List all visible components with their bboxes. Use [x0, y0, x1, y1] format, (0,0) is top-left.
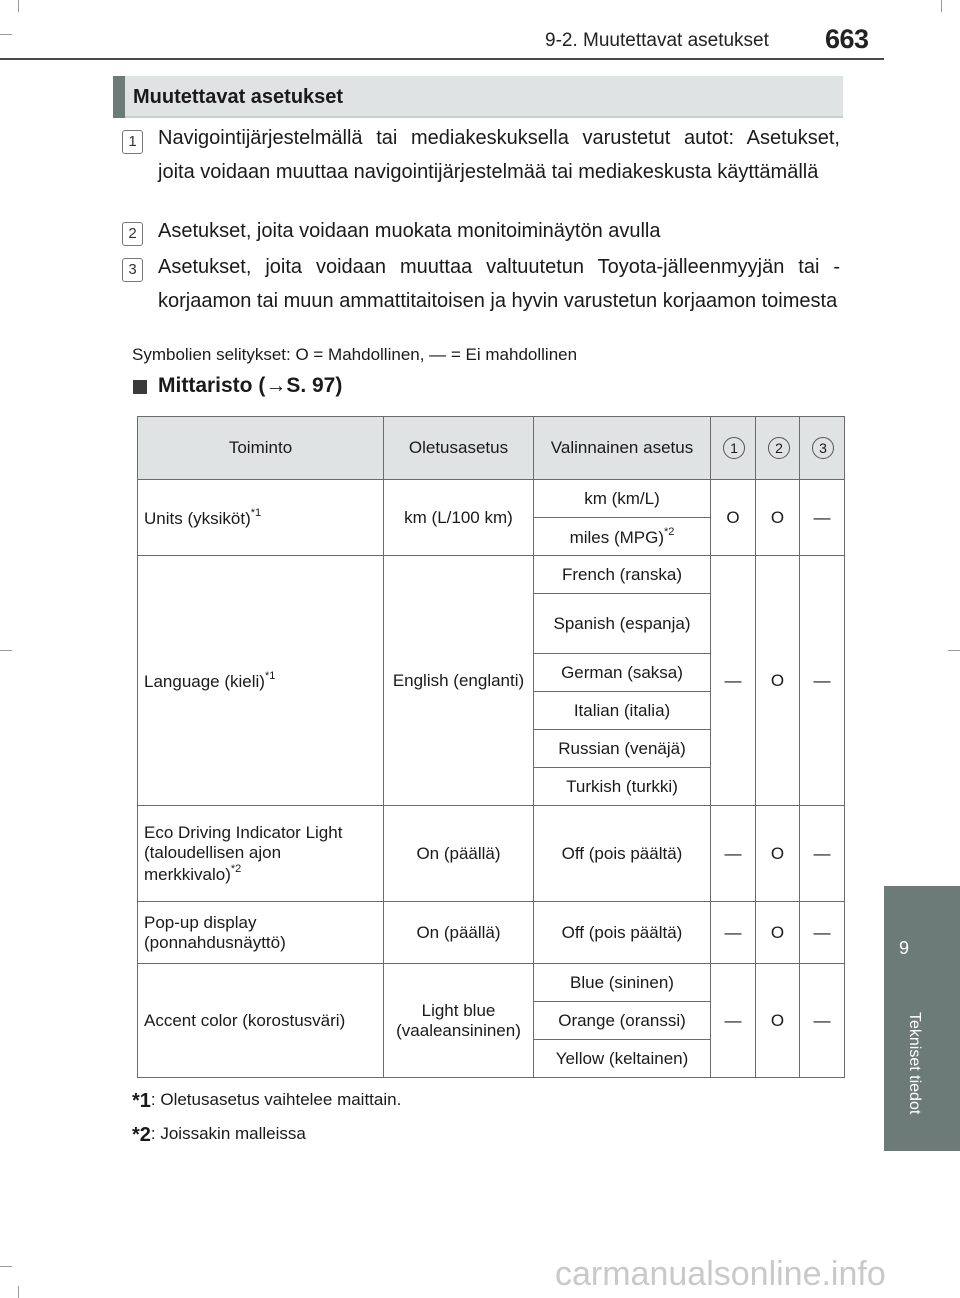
footnote-ref-text: *1: [264, 669, 276, 682]
bullet-square-icon: [133, 380, 147, 394]
cell-avail-1: —: [711, 806, 756, 902]
header-rule: [0, 58, 884, 60]
item-text: Asetukset, joita voidaan muuttaa valtuutetun Toyota-jälleenmyyjän tai -korjaamon tai muun ammattitaitoisen ja hyvin varustetun korjaamon toimesta: [158, 256, 840, 312]
running-header-section: 9-2. Muutettavat asetukset: [545, 30, 769, 51]
cell-option: Turkish (turkki): [534, 768, 711, 806]
cell-function: [138, 806, 384, 902]
circled-number: 1: [723, 437, 745, 459]
cell-avail-1: —: [711, 964, 756, 1078]
cell-avail-1: O: [711, 480, 756, 556]
cell-default: km (L/100 km): [384, 480, 534, 556]
section-heading-accent: [113, 76, 125, 118]
section-title: Muutettavat asetukset: [133, 86, 344, 108]
crop-mark: [18, 1286, 19, 1298]
header-col2: [756, 417, 800, 480]
footnote-mark: *1: [132, 1090, 151, 1112]
crop-mark: [0, 650, 12, 651]
page-number: 663: [825, 24, 869, 54]
cell-default: English (englanti): [384, 556, 534, 806]
crop-mark: [941, 0, 942, 12]
cell-option: Italian (italia): [534, 692, 711, 730]
cell-function: [138, 480, 384, 556]
cell-option: Orange (oranssi): [534, 1002, 711, 1040]
subsection-title: Mittaristo (→S. 97): [158, 374, 343, 397]
cell-function: Accent color (korostusväri): [138, 964, 384, 1078]
table-row: [138, 480, 845, 518]
footnote-ref-text: *2: [230, 862, 242, 875]
cell-avail-2: O: [756, 902, 800, 964]
item-text: Navigointijärjestelmällä tai mediakeskuksella varustetut autot: Asetukset, joita voidaan muuttaa navigointijärjestelmää tai mediakeskusta käyttämällä: [158, 127, 840, 183]
item-number-badge: 2: [122, 222, 143, 246]
footnote-text: : Oletusasetus vaihtelee maittain.: [150, 1090, 402, 1109]
circled-number: 2: [768, 437, 790, 459]
watermark-logo: carmanualsonline.info: [555, 1255, 886, 1293]
function-label: Eco Driving Indicator Light (taloudellisen ajon merkkivalo): [144, 822, 343, 884]
cell-default: On (päällä): [384, 902, 534, 964]
cell-avail-3: —: [800, 806, 845, 902]
settings-table: [137, 416, 845, 1078]
cell-avail-3: —: [800, 964, 845, 1078]
crop-mark: [0, 1266, 12, 1267]
footnote-ref-text: *2: [664, 525, 675, 538]
chapter-label: [903, 1012, 923, 1062]
cell-function: Pop-up display (ponnahdusnäyttö): [138, 902, 384, 964]
symbol-legend: Symbolien selitykset: O = Mahdollinen, — = Ei mahdollinen: [132, 345, 578, 364]
cell-option: German (saksa): [534, 654, 711, 692]
cell-function: [138, 556, 384, 806]
footnote-ref: [231, 863, 241, 875]
cell-option: Russian (venäjä): [534, 730, 711, 768]
function-label: Units (yksiköt): [144, 508, 251, 528]
footnote: [132, 1124, 306, 1147]
cell-avail-2: O: [756, 806, 800, 902]
circled-number: 3: [812, 437, 834, 459]
footnote: [132, 1090, 401, 1113]
footnote-ref: [664, 526, 674, 538]
function-label: Language (kieli): [144, 671, 265, 691]
item-text: Asetukset, joita voidaan muokata monitoiminäytön avulla: [158, 220, 661, 242]
table-row: [138, 964, 845, 1002]
crop-mark: [0, 34, 12, 35]
crop-mark: [18, 0, 19, 12]
table-row: [138, 556, 845, 594]
cell-option: Yellow (keltainen): [534, 1040, 711, 1078]
table-header-row: [138, 417, 845, 480]
cell-default: On (päällä): [384, 806, 534, 902]
table-row: [138, 806, 845, 902]
cell-avail-3: —: [800, 556, 845, 806]
header-col3: [800, 417, 845, 480]
cell-option: Blue (sininen): [534, 964, 711, 1002]
table-row: [138, 902, 845, 964]
option-label: miles (MPG): [569, 527, 665, 547]
cell-avail-3: —: [800, 902, 845, 964]
header-col1: [711, 417, 756, 480]
footnote-text: : Joissakin malleissa: [150, 1124, 306, 1143]
header-function: Toiminto: [138, 417, 384, 480]
cell-avail-2: O: [756, 964, 800, 1078]
item-number-badge: 1: [122, 130, 143, 154]
footnote-ref: [265, 670, 275, 682]
cell-avail-1: —: [711, 902, 756, 964]
footnote-mark: *2: [132, 1124, 151, 1146]
cell-avail-3: —: [800, 480, 845, 556]
cell-default: Light blue (vaaleansininen): [384, 964, 534, 1078]
cell-avail-1: —: [711, 556, 756, 806]
footnote-ref: [251, 507, 261, 519]
header-optional: Valinnainen asetus: [534, 417, 711, 480]
cell-option: [534, 518, 711, 556]
item-number-badge: 3: [122, 258, 143, 282]
cell-option: Off (pois päältä): [534, 902, 711, 964]
cell-avail-2: O: [756, 480, 800, 556]
cell-option: French (ranska): [534, 556, 711, 594]
cell-option: Off (pois päältä): [534, 806, 711, 902]
header-default: Oletusasetus: [384, 417, 534, 480]
crop-mark: [948, 650, 960, 651]
cell-avail-2: O: [756, 556, 800, 806]
footnote-ref-text: *1: [250, 506, 262, 519]
cell-option: km (km/L): [534, 480, 711, 518]
cell-option: Spanish (espanja): [534, 594, 711, 654]
chapter-number: 9: [898, 938, 909, 958]
